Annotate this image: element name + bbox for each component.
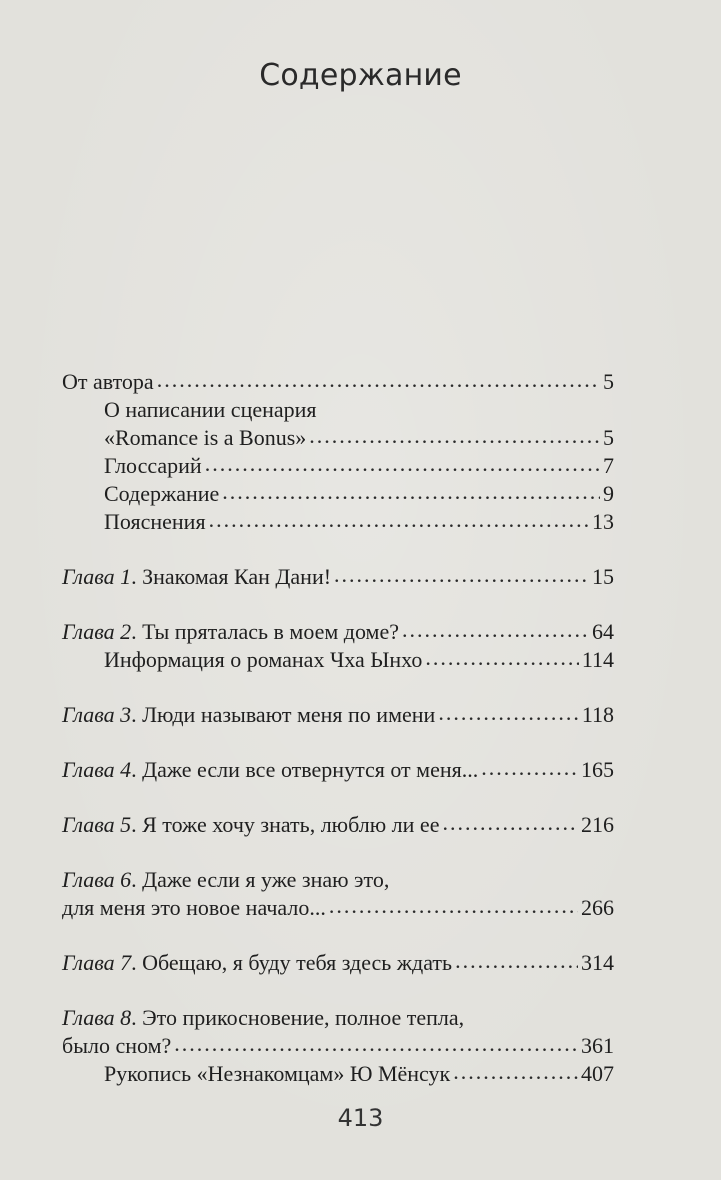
toc-entry-text: Рукопись «Незнакомцам» Ю Мёнсук	[104, 1061, 451, 1086]
toc-entry-page: 314	[581, 950, 614, 975]
chapter-number: Глава 1	[62, 564, 132, 589]
chapter-number: Глава 3	[62, 702, 132, 727]
dot-leader	[334, 561, 589, 589]
dot-leader	[455, 947, 578, 975]
toc-chapter-entry	[62, 866, 614, 894]
toc-entry-text: Содержание	[104, 481, 220, 506]
toc-entry-text: . Обещаю, я буду тебя здесь ждать	[131, 950, 453, 975]
dot-leader	[453, 1058, 578, 1086]
chapter-number: Глава 5	[62, 812, 132, 837]
chapter-number: Глава 6	[62, 867, 132, 892]
toc-entry-text: Информация о романах Чха Ынхо	[104, 647, 423, 672]
dot-leader	[209, 506, 589, 534]
toc-chapter-entry	[62, 811, 614, 839]
toc-entry-text: для меня это новое начало...	[62, 895, 326, 920]
toc-entry-text: . Люди называют меня по имени	[131, 702, 436, 727]
toc-entry-page: 64	[592, 619, 614, 644]
toc-entry-page: 361	[581, 1033, 614, 1058]
toc-entry	[62, 480, 614, 508]
dot-leader	[481, 754, 578, 782]
toc-entry-page: 5	[603, 369, 614, 394]
toc-entry	[62, 1060, 614, 1088]
toc-chapter-entry	[62, 1004, 614, 1032]
toc-entry-page: 9	[603, 481, 614, 506]
toc-entry-page: 15	[592, 564, 614, 589]
toc-entry-page: 407	[581, 1061, 614, 1086]
toc-entry-text: . Даже если я уже знаю это,	[131, 867, 390, 892]
toc-entry	[62, 894, 614, 922]
dot-leader	[222, 478, 600, 506]
toc-chapter-entry	[62, 618, 614, 646]
toc-chapter-entry	[62, 563, 614, 591]
toc-entry-page: 266	[581, 895, 614, 920]
toc-entry	[62, 452, 614, 480]
dot-leader	[309, 422, 600, 450]
toc-entry-text: было сном?	[62, 1033, 172, 1058]
chapter-number: Глава 2	[62, 619, 132, 644]
toc-entry-text: . Ты пряталась в моем доме?	[131, 619, 399, 644]
toc-entry	[62, 646, 614, 674]
toc-entry	[62, 396, 614, 424]
dot-leader	[205, 450, 600, 478]
dot-leader	[157, 366, 600, 394]
chapter-number: Глава 8	[62, 1005, 132, 1030]
dot-leader	[329, 892, 578, 920]
toc-entry-text: «Romance is a Bonus»	[104, 425, 307, 450]
toc-entry-text: Пояснения	[104, 509, 206, 534]
toc-entry-page: 7	[603, 453, 614, 478]
toc-entry-page: 114	[581, 647, 614, 672]
toc-entry	[62, 508, 614, 536]
page-title: Содержание	[259, 58, 462, 93]
dot-leader	[442, 809, 578, 837]
toc-entry-text: . Я тоже хочу знать, люблю ли ее	[131, 812, 440, 837]
toc-entry-text: От автора	[62, 369, 154, 394]
dot-leader	[174, 1030, 578, 1058]
toc-entry-text: О написании сценария	[104, 397, 317, 422]
toc-entry-page: 165	[581, 757, 614, 782]
page-number: 413	[337, 1104, 384, 1132]
toc-entry	[62, 1032, 614, 1060]
toc-entry	[62, 368, 614, 396]
toc-entry-text: Глоссарий	[104, 453, 202, 478]
toc-entry-page: 118	[581, 702, 614, 727]
dot-leader	[438, 699, 579, 727]
table-of-contents	[62, 368, 614, 1088]
toc-entry-text: . Даже если все отвернутся от меня...	[131, 757, 479, 782]
dot-leader	[425, 644, 578, 672]
toc-entry-text: . Знакомая Кан Дани!	[131, 564, 332, 589]
chapter-number: Глава 7	[62, 950, 132, 975]
toc-chapter-entry	[62, 701, 614, 729]
toc-chapter-entry	[62, 949, 614, 977]
toc-entry-page: 5	[603, 425, 614, 450]
toc-entry	[62, 424, 614, 452]
toc-entry-page: 216	[581, 812, 614, 837]
dot-leader	[402, 616, 589, 644]
chapter-number: Глава 4	[62, 757, 132, 782]
toc-entry-text: . Это прикосновение, полное тепла,	[131, 1005, 465, 1030]
toc-chapter-entry	[62, 756, 614, 784]
toc-entry-page: 13	[592, 509, 614, 534]
